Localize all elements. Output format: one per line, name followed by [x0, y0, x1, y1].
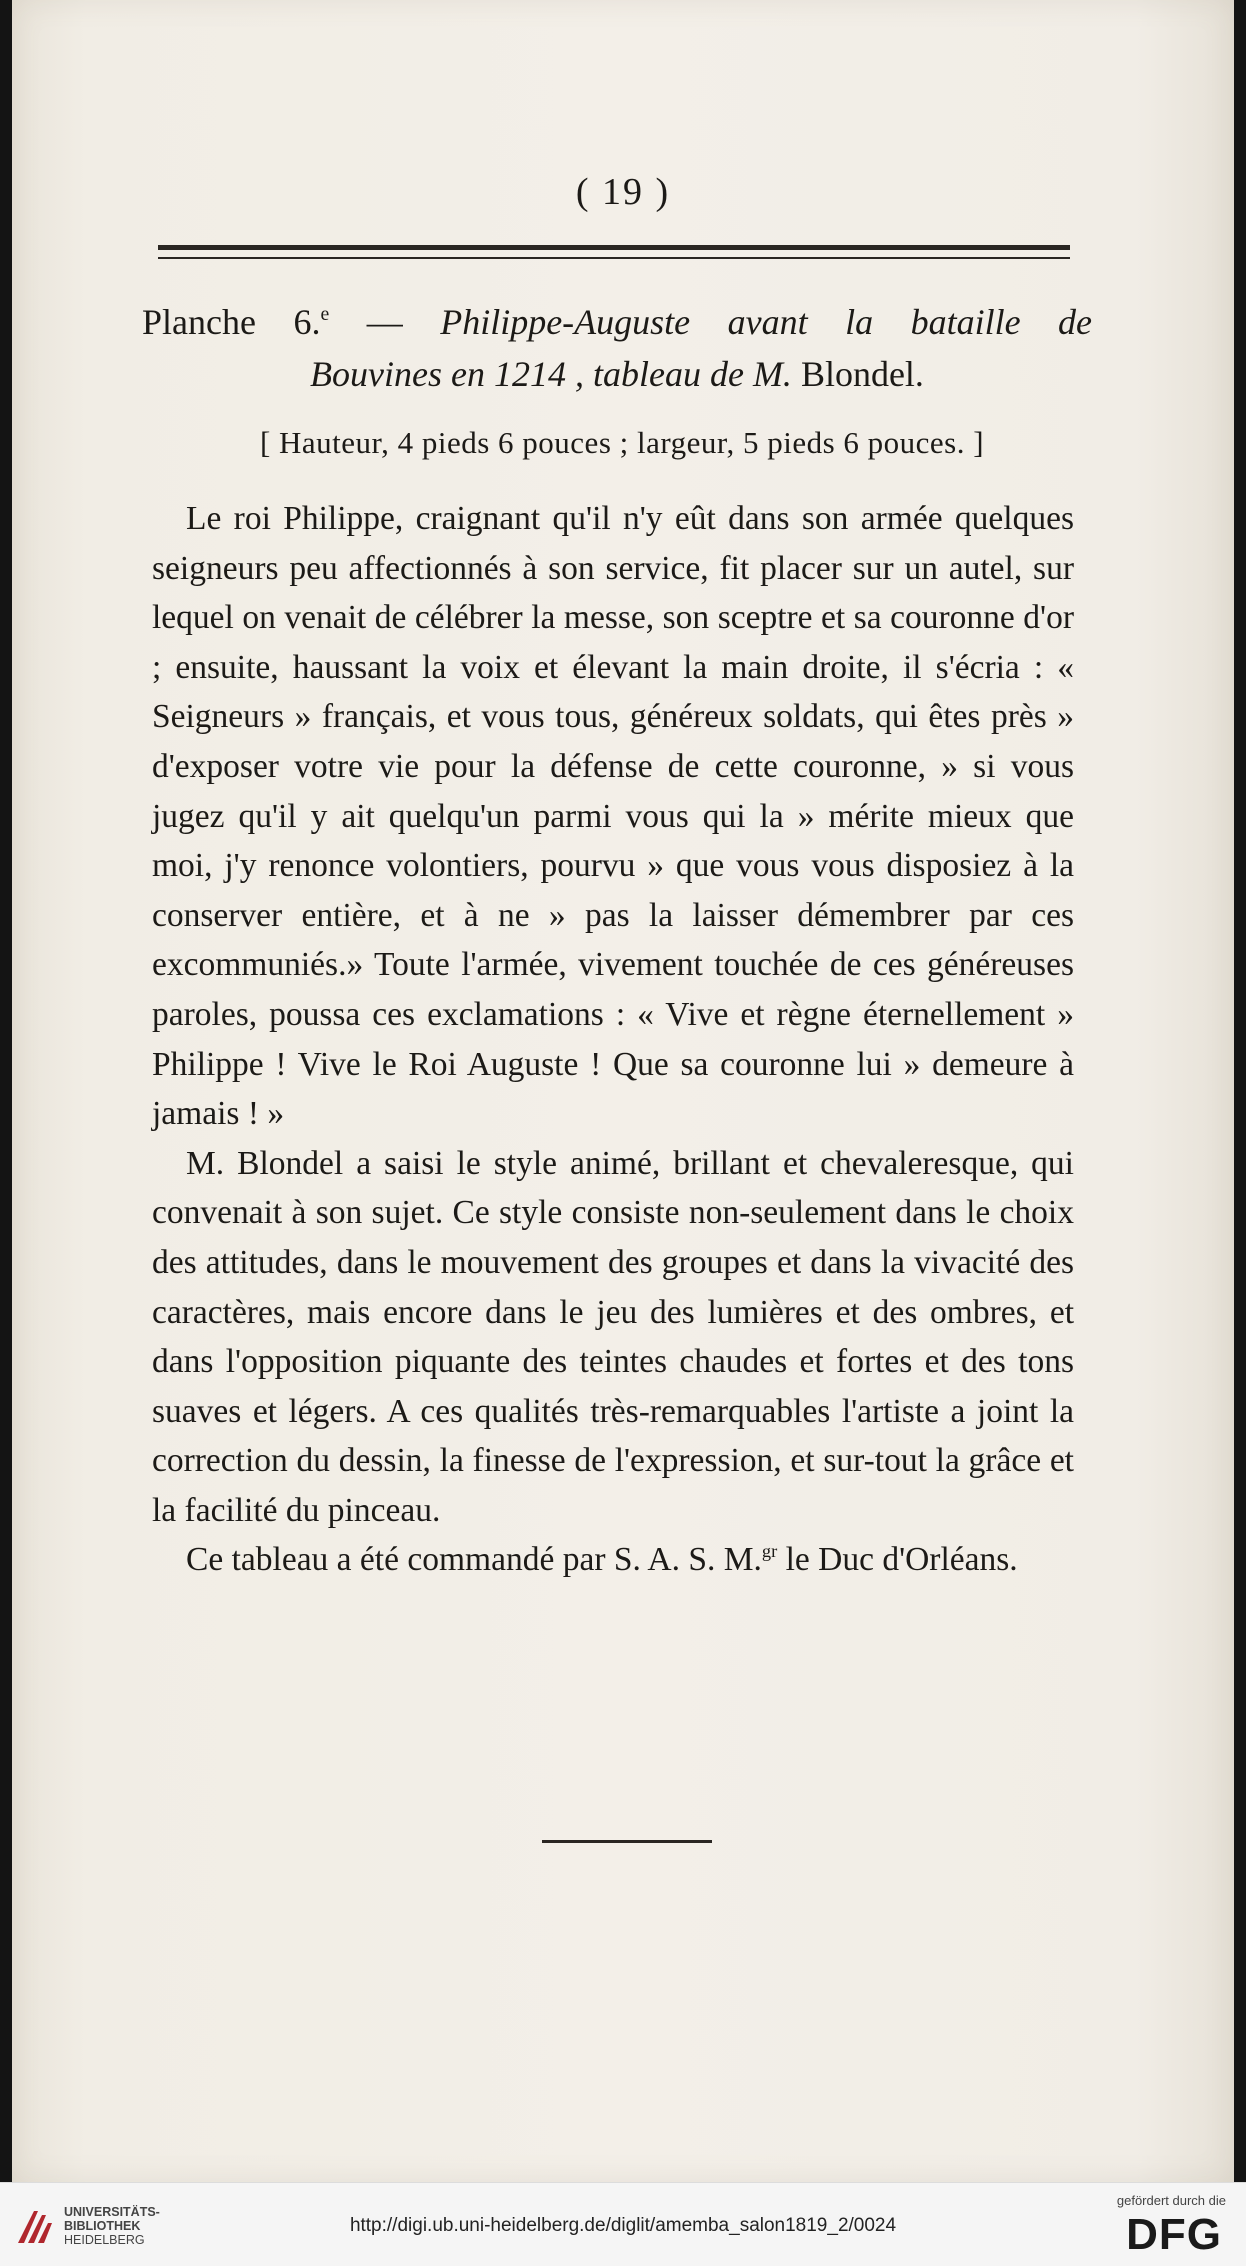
- heading-line-2: [142, 348, 1092, 400]
- artist-name: Blondel.: [791, 354, 924, 394]
- painting-title: Philippe-Auguste avant la bataille de: [440, 302, 1093, 342]
- painting-dimensions: [ Hauteur, 4 pieds 6 pouces ; largeur, 5 pieds 6 pouces. ]: [259, 425, 985, 460]
- heading-line-1: [142, 296, 1092, 348]
- paragraph-3: [152, 1535, 1074, 1585]
- plate-heading: [142, 296, 1092, 400]
- plate-label: Planche 6.: [142, 302, 321, 342]
- page-number: ( 19 ): [575, 171, 671, 213]
- end-rule: [542, 1840, 712, 1843]
- viewer-footer: [0, 2182, 1246, 2266]
- dfg-logo[interactable]: DFG: [1126, 2210, 1222, 2259]
- book-page: [12, 0, 1234, 2182]
- funding-caption: gefördert durch die: [1116, 2193, 1226, 2208]
- paragraph-3-end: le Duc d'Orléans.: [777, 1541, 1018, 1579]
- paragraph-2: M. Blondel a saisi le style animé, brillant et chevaleresque, qui convenait à son sujet. Ce style consiste non-seulement dans le choix des attitudes, dans le mouvement des groupes et dans la vivacité des caractères, mais encore dans le jeu des lumières et des ombres, et dans l'opposition piquante des teintes chaudes et fortes et des tons suaves et légers. A ces qualités très-remarquables l'artiste a joint la correction du dessin, la finesse de l'expression, et sur-tout la grâce et la facilité du pinceau.: [152, 1144, 1074, 1529]
- library-line-3: HEIDELBERG: [64, 2233, 145, 2247]
- paragraph-1: Le roi Philippe, craignant qu'il n'y eût dans son armée quelques seigneurs peu affectionnés à son service, fit placer sur un autel, sur lequel on venait de célébrer la messe, son sceptre et sa couronne d'or ; ensuite, haussant la voix et élevant la main droite, il s'écria : « Seigneurs » français, et vous tous, généreux soldats, qui êtes près » d'exposer votre vie pour la défense de cette couronne, » si vous jugez qu'il y ait quelqu'un parmi vous qui la » mérite mieux que moi, j'y renonce volontiers, pourvu » que vous vous disposiez à la conserver entière, et à ne » pas la laisser démembrer par ces excommuniés.» Toute l'armée, vivement touchée de ces généreuses paroles, poussa ces exclamations : « Vive et règne éternellement » Philippe ! Vive le Roi Auguste ! Que sa couronne lui » demeure à jamais ! »: [152, 500, 1074, 1133]
- heading-dash: —: [329, 302, 441, 342]
- library-line-1: UNIVERSITÄTS-: [64, 2205, 160, 2219]
- body-text: [152, 494, 1074, 1585]
- plate-label-sup: e: [320, 303, 330, 326]
- painting-subtitle: Bouvines en 1214 , tableau de M.: [310, 354, 792, 394]
- header-rule-thick: [158, 245, 1070, 250]
- paragraph-3-sup: gr: [761, 1541, 778, 1562]
- header-rule-thin: [158, 257, 1070, 259]
- paragraph-3-text: Ce tableau a été commandé par S. A. S. M.: [186, 1541, 762, 1579]
- permalink-url[interactable]: http://digi.ub.uni-heidelberg.de/diglit/amemba_salon1819_2/0024: [349, 2215, 897, 2236]
- library-line-2: BIBLIOTHEK: [64, 2219, 141, 2233]
